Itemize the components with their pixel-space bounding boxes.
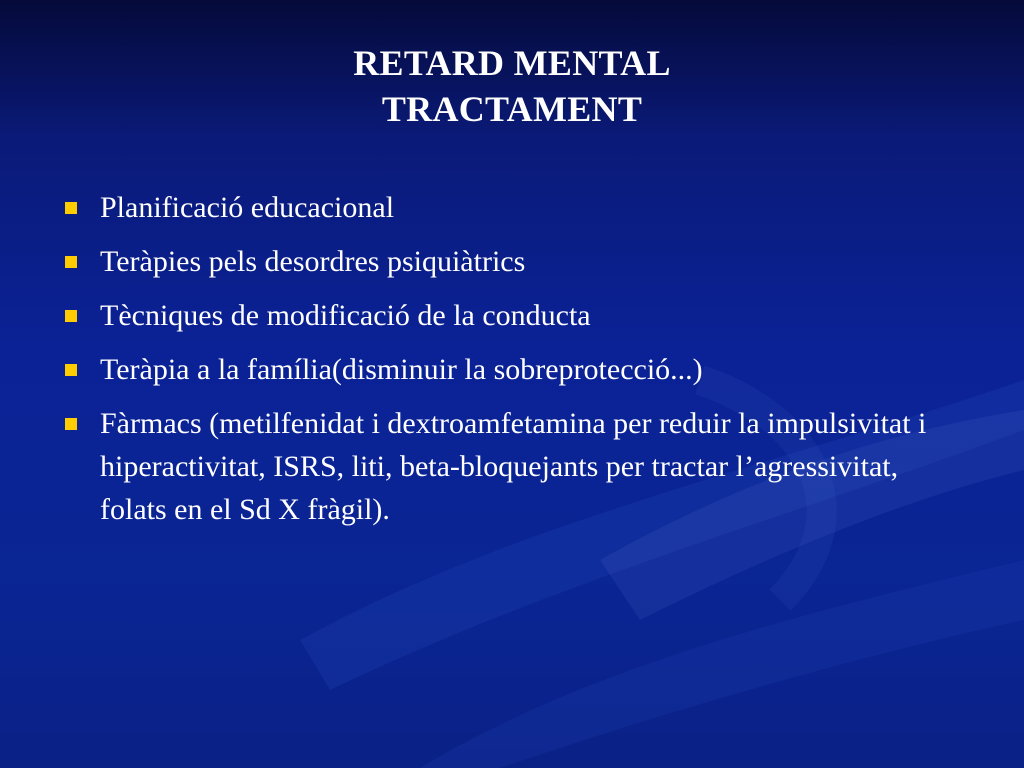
bullet-text: Planificació educacional [100, 191, 395, 224]
title-line-2: TRACTAMENT [381, 89, 643, 129]
title-line-1: RETARD MENTAL [353, 43, 671, 83]
bullet-item [62, 402, 962, 531]
bullet-text: Teràpies pels desordres psiquiàtrics [100, 245, 526, 278]
square-bullet-icon [65, 418, 77, 430]
square-bullet-icon [65, 256, 77, 268]
bullet-item [62, 294, 962, 337]
bullet-item [62, 348, 962, 391]
bullet-text: Teràpia a la família(disminuir la sobreprotecció...) [100, 353, 703, 386]
bullet-list [62, 186, 962, 542]
square-bullet-icon [65, 310, 77, 322]
bullet-item [62, 240, 962, 283]
square-bullet-icon [65, 202, 77, 214]
bullet-text: Tècniques de modificació de la conducta [100, 299, 591, 332]
bullet-item [62, 186, 962, 229]
slide-title [0, 40, 1024, 132]
square-bullet-icon [65, 364, 77, 376]
bullet-text: Fàrmacs (metilfenidat i dextroamfetamina per reduir la impulsivitat i hiperactivitat, ISRS, liti, beta-bloquejants per tractar l’agressivitat, folats en el Sd X fràgil). [100, 407, 927, 526]
